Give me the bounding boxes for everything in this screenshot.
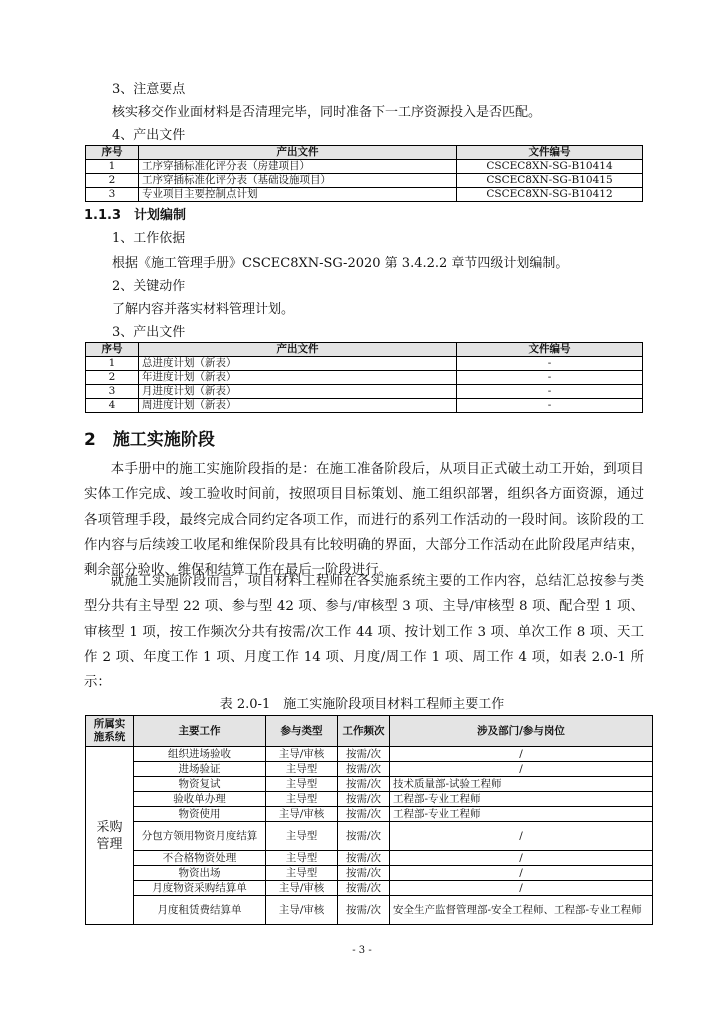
table-cell: 按需/次 — [338, 777, 390, 792]
table-cell: 验收单办理 — [134, 792, 266, 807]
table-cell: 主导型 — [266, 822, 338, 851]
attention-heading: 3、注意要点 — [112, 82, 186, 97]
table-cell: 组织进场验收 — [134, 747, 266, 762]
table-cell: 主导型 — [266, 866, 338, 881]
output-heading-1: 4、产出文件 — [112, 128, 186, 143]
table-row — [86, 792, 653, 807]
action-heading: 2、关键动作 — [112, 279, 186, 294]
table-cell: 物资出场 — [134, 866, 266, 881]
table-row — [86, 896, 653, 925]
table-cell: 2 — [86, 174, 139, 188]
table-cell: CSCEC8XN-SG-B10412 — [457, 188, 643, 202]
table-cell: 按需/次 — [338, 762, 390, 777]
table-cell: 按需/次 — [338, 792, 390, 807]
chapter-heading: 2 施工实施阶段 — [84, 430, 215, 450]
table-header-row — [86, 343, 643, 357]
table-cell: 物资复试 — [134, 777, 266, 792]
table-cell: 物资使用 — [134, 807, 266, 822]
table-row — [86, 866, 653, 881]
basis-heading: 1、工作依据 — [112, 231, 186, 246]
table-cell: 主导型 — [266, 792, 338, 807]
table-cell: CSCEC8XN-SG-B10415 — [457, 174, 643, 188]
table-cell: 按需/次 — [338, 896, 390, 925]
table-cell: 按需/次 — [338, 807, 390, 822]
table-cell: / — [390, 762, 653, 777]
table-row — [86, 851, 653, 866]
header-cell: 主要工作 — [134, 716, 266, 747]
table-cell: 分包方领用物资月度结算 — [134, 822, 266, 851]
attention-text: 核实移交作业面材料是否清理完毕，同时准备下一工序资源投入是否匹配。 — [112, 105, 542, 120]
system-cell: 采购管理 — [86, 747, 134, 925]
table-cell: 主导/审核 — [266, 747, 338, 762]
table-row — [86, 174, 643, 188]
table-cell: 按需/次 — [338, 866, 390, 881]
table-cell: 安全生产监督管理部-安全工程师、工程部-专业工程师 — [390, 896, 653, 925]
table-cell: 总进度计划（新表） — [139, 357, 457, 371]
header-cell: 产出文件 — [139, 343, 457, 357]
basis-text: 根据《施工管理手册》CSCEC8XN-SG-2020 第 3.4.2.2 章节四级计划编制。 — [112, 256, 569, 271]
table-cell: CSCEC8XN-SG-B10414 — [457, 160, 643, 174]
table-row — [86, 188, 643, 202]
main-work-table — [85, 715, 653, 925]
table-cell: / — [390, 866, 653, 881]
table-row — [86, 160, 643, 174]
table-header-row — [86, 146, 643, 160]
table-cell: 按需/次 — [338, 851, 390, 866]
table-cell: / — [390, 822, 653, 851]
header-cell: 参与类型 — [266, 716, 338, 747]
chapter-paragraph-1: 本手册中的施工实施阶段指的是：在施工准备阶段后，从项目正式破土动工开始，到项目实体工作完成、竣工验收时间前，按照项目目标策划、施工组织部署，组织各方面资源，通过各项管理手段，最终完成合同约定各项工作，而进行的系列工作活动的一段时间。该阶段的工作内容与后续竣工收尾和维保阶段具有比较明确的界面，大部分工作活动在此阶段尾声结束，剩余部分验收、维保和结算工作在最后一阶段进行。 — [84, 462, 644, 579]
table-caption: 表 2.0-1 施工实施阶段项目材料工程师主要工作 — [219, 697, 505, 712]
output-heading-2: 3、产出文件 — [112, 325, 186, 340]
table-cell: 1 — [86, 160, 139, 174]
table-cell: - — [457, 371, 643, 385]
header-cell: 文件编号 — [457, 146, 643, 160]
table-cell: 1 — [86, 357, 139, 371]
table-cell: 主导型 — [266, 851, 338, 866]
table-row — [86, 777, 653, 792]
table-cell: 按需/次 — [338, 747, 390, 762]
table-cell: 工程部-专业工程师 — [390, 807, 653, 822]
header-cell: 产出文件 — [139, 146, 457, 160]
table-cell: 2 — [86, 371, 139, 385]
header-cell: 序号 — [86, 343, 139, 357]
header-cell: 工作频次 — [338, 716, 390, 747]
table-row — [86, 762, 653, 777]
action-text: 了解内容并落实材料管理计划。 — [112, 302, 295, 317]
table-cell: / — [390, 747, 653, 762]
table-cell: 3 — [86, 385, 139, 399]
table-cell: / — [390, 881, 653, 896]
table-cell: 主导型 — [266, 777, 338, 792]
table-cell: 工程部-专业工程师 — [390, 792, 653, 807]
table-row — [86, 399, 643, 413]
table-row — [86, 371, 643, 385]
table-cell: 专业项目主要控制点计划 — [139, 188, 457, 202]
table-cell: 进场验证 — [134, 762, 266, 777]
output-table-1 — [85, 145, 643, 202]
table-cell: 按需/次 — [338, 822, 390, 851]
header-cell: 所属实施系统 — [86, 716, 134, 747]
table-cell: 月度物资采购结算单 — [134, 881, 266, 896]
table-cell: 工序穿插标准化评分表（基础设施项目） — [139, 174, 457, 188]
table-header-row — [86, 716, 653, 747]
header-cell: 涉及部门/参与岗位 — [390, 716, 653, 747]
table-cell: 按需/次 — [338, 881, 390, 896]
table-cell: 技术质量部-试验工程师 — [390, 777, 653, 792]
table-cell: 不合格物资处理 — [134, 851, 266, 866]
table-cell: 主导/审核 — [266, 881, 338, 896]
section-heading-plan: 1.1.3 计划编制 — [84, 208, 187, 223]
table-cell: 主导/审核 — [266, 896, 338, 925]
table-cell: 主导/审核 — [266, 807, 338, 822]
table-cell: - — [457, 385, 643, 399]
table-row — [86, 822, 653, 851]
table-cell: 年进度计划（新表） — [139, 371, 457, 385]
table-cell: 月度租赁费结算单 — [134, 896, 266, 925]
page-number: - 3 - — [352, 945, 372, 956]
table-cell: 主导型 — [266, 762, 338, 777]
table-row — [86, 807, 653, 822]
table-row — [86, 747, 653, 762]
table-row — [86, 881, 653, 896]
table-cell: - — [457, 357, 643, 371]
table-cell: 工序穿插标准化评分表（房建项目） — [139, 160, 457, 174]
output-table-2 — [85, 342, 643, 413]
header-cell: 文件编号 — [457, 343, 643, 357]
table-cell: 4 — [86, 399, 139, 413]
chapter-paragraph-2: 就施工实施阶段而言，项目材料工程师在各实施系统主要的工作内容，总结汇总按参与类型分共有主导型 22 项、参与型 42 项、参与/审核型 3 项、主导/审核型 8 项、配合型 1 项、审核型 1 项，按工作频次分共有按需/次工作 44 项、按计划工作 3 项、单次工作 8 项、天工作 2 项、年度工作 1 项、月度工作 14 项、月度/周工作 1 项、周工作 4 项，如表 2.0-1 所示： — [84, 574, 644, 691]
table-cell: 3 — [86, 188, 139, 202]
table-row — [86, 385, 643, 399]
table-cell: 月进度计划（新表） — [139, 385, 457, 399]
table-row — [86, 357, 643, 371]
table-cell: - — [457, 399, 643, 413]
table-cell: 周进度计划（新表） — [139, 399, 457, 413]
table-cell: / — [390, 851, 653, 866]
header-cell: 序号 — [86, 146, 139, 160]
